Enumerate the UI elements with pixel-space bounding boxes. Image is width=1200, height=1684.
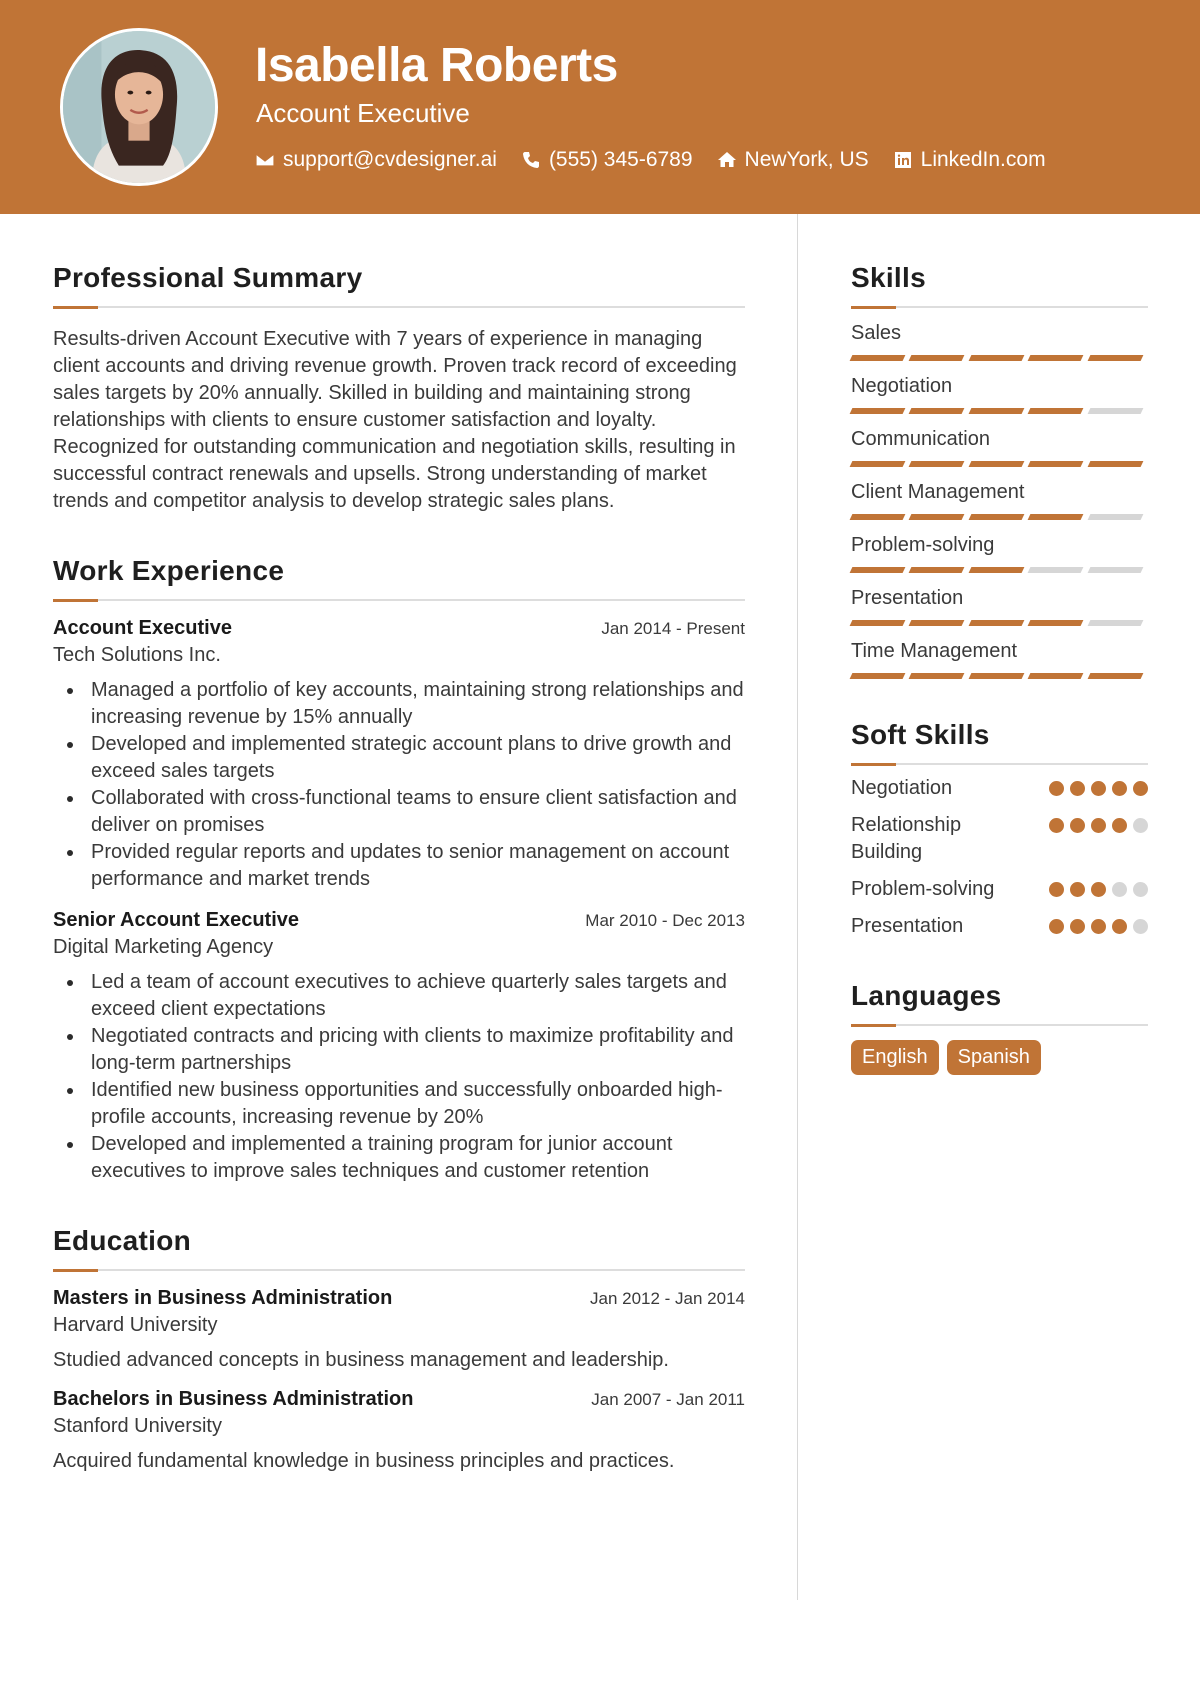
sidebar-column: [851, 262, 1148, 1075]
skill-item: [851, 375, 1148, 414]
candidate-name: Isabella Roberts: [255, 39, 618, 92]
soft-skill-rating: [1043, 781, 1148, 796]
skill-level-segment: [968, 355, 1024, 361]
section-rule: [53, 306, 745, 308]
skill-level-segment: [850, 355, 906, 361]
soft-skill-name: Negotiation: [851, 777, 953, 799]
contact-linkedin[interactable]: [893, 148, 1046, 172]
education-dates: Jan 2012 - Jan 2014: [589, 1289, 745, 1308]
rating-dot: [1133, 818, 1148, 833]
skill-item: [851, 428, 1148, 467]
soft-skills-list: [851, 775, 1148, 940]
skill-name: Sales: [851, 322, 902, 344]
rating-dot: [1049, 919, 1064, 934]
bullet-text: Developed and implemented strategic account plans to drive growth and exceed sales targets: [91, 733, 732, 782]
skill-level-segment: [1028, 620, 1084, 626]
skill-level-segment: [1028, 514, 1084, 520]
bullet-icon: [67, 1088, 73, 1094]
skill-level-segment: [850, 567, 906, 573]
skill-level-segment: [1087, 514, 1143, 520]
skill-level-bar: [851, 673, 1148, 679]
skill-level-segment: [909, 673, 965, 679]
section-title-education: Education: [53, 1225, 192, 1256]
skill-level-segment: [1087, 567, 1143, 573]
skill-level-segment: [968, 461, 1024, 467]
soft-skill-rating: [1043, 818, 1148, 833]
section-title-skills: Skills: [851, 262, 926, 293]
school-name: Harvard University: [53, 1314, 218, 1336]
skill-level-segment: [1087, 355, 1143, 361]
bullet-text: Identified new business opportunities and successfully onboarded high-profile accounts, increasing revenue by 20%: [91, 1079, 723, 1128]
skills-section: [851, 262, 1148, 679]
job-bullets: [53, 677, 745, 893]
list-item: [53, 969, 745, 1023]
soft-skill-name: Problem-solving: [851, 878, 995, 900]
rating-dot: [1049, 882, 1064, 897]
degree-title: Masters in Business Administration: [53, 1287, 393, 1309]
list-item: [53, 839, 745, 893]
list-item: [53, 1023, 745, 1077]
skill-level-segment: [1028, 673, 1084, 679]
section-title-experience: Work Experience: [53, 555, 285, 586]
contact-bar: [255, 148, 1070, 172]
section-rule: [851, 1024, 1148, 1026]
skill-level-bar: [851, 620, 1148, 626]
soft-skill-name: Relationship Building: [851, 814, 962, 863]
skill-item: [851, 640, 1148, 679]
languages-list: [851, 1040, 1148, 1075]
bullet-icon: [67, 1034, 73, 1040]
rating-dot: [1070, 919, 1085, 934]
section-rule: [53, 599, 745, 601]
skill-level-segment: [909, 461, 965, 467]
skill-item: [851, 587, 1148, 626]
bullet-icon: [67, 742, 73, 748]
skill-level-bar: [851, 514, 1148, 520]
skill-level-segment: [968, 514, 1024, 520]
section-title-soft-skills: Soft Skills: [851, 719, 990, 750]
bullet-icon: [67, 850, 73, 856]
rating-dot: [1091, 818, 1106, 833]
education-section: [53, 1225, 745, 1473]
rating-dot: [1091, 882, 1106, 897]
summary-section: [53, 262, 745, 515]
skill-level-segment: [850, 408, 906, 414]
education-dates: Jan 2007 - Jan 2011: [591, 1390, 745, 1409]
bullet-icon: [67, 688, 73, 694]
rating-dot: [1049, 781, 1064, 796]
rating-dot: [1091, 781, 1106, 796]
home-icon: [717, 150, 737, 170]
skill-level-segment: [909, 355, 965, 361]
section-title-languages: Languages: [851, 980, 1002, 1011]
skill-level-bar: [851, 567, 1148, 573]
main-column: [53, 262, 745, 1473]
skill-name: Presentation: [851, 587, 964, 609]
bullet-text: Managed a portfolio of key accounts, maintaining strong relationships and increasing revenue by 15% annually: [91, 679, 744, 728]
phone-icon: [521, 150, 541, 170]
soft-skills-section: [851, 719, 1148, 940]
section-title-summary: Professional Summary: [53, 262, 363, 293]
bullet-text: Provided regular reports and updates to senior management on account performance and market trends: [91, 841, 730, 890]
contact-phone-text: (555) 345-6789: [548, 148, 693, 171]
summary-text: Results-driven Account Executive with 7 years of experience in managing client accounts and driving revenue growth. Proven track record of exceeding sales targets by 20% annually. Skilled in building and maintaining strong relationships with clients to ensure customer satisfaction and loyalty. Recognized for outstanding communication and negotiation skills, resulting in successful contract renewals and upsells. Strong understanding of market trends and competitor analysis to develop strategic sales plans.: [53, 328, 737, 512]
contact-location-text: NewYork, US: [744, 148, 869, 171]
skill-level-segment: [909, 567, 965, 573]
languages-section: [851, 980, 1148, 1075]
skill-level-segment: [850, 461, 906, 467]
skill-level-segment: [968, 620, 1024, 626]
bullet-text: Collaborated with cross-functional teams to ensure client satisfaction and deliver on promises: [91, 787, 737, 836]
rating-dot: [1112, 919, 1127, 934]
skill-level-bar: [851, 408, 1148, 414]
bullet-text: Negotiated contracts and pricing with clients to maximize profitability and long-term partnerships: [91, 1025, 734, 1074]
soft-skill-rating: [1043, 882, 1148, 897]
soft-skill-rating: [1043, 919, 1148, 934]
rating-dot: [1070, 882, 1085, 897]
skill-level-segment: [850, 514, 906, 520]
education-entry: [53, 1388, 745, 1473]
skill-level-segment: [909, 408, 965, 414]
skill-level-segment: [1028, 461, 1084, 467]
contact-location: [717, 148, 869, 172]
skill-level-segment: [968, 408, 1024, 414]
skill-level-segment: [850, 620, 906, 626]
skill-level-segment: [1087, 408, 1143, 414]
list-item: [53, 1077, 745, 1131]
job-title: Account Executive: [53, 617, 232, 639]
job-dates: Mar 2010 - Dec 2013: [585, 911, 745, 930]
job-entry: [53, 909, 745, 1185]
rating-dot: [1049, 818, 1064, 833]
skill-level-bar: [851, 355, 1148, 361]
rating-dot: [1112, 818, 1127, 833]
skill-level-segment: [968, 673, 1024, 679]
skill-level-segment: [909, 620, 965, 626]
soft-skill-name: Presentation: [851, 915, 964, 937]
job-entry: [53, 617, 745, 893]
rating-dot: [1070, 818, 1085, 833]
skill-name: Client Management: [851, 481, 1025, 503]
skill-level-segment: [968, 567, 1024, 573]
rating-dot: [1112, 781, 1127, 796]
bullet-icon: [67, 980, 73, 986]
profile-photo: [63, 31, 215, 183]
rating-dot: [1133, 781, 1148, 796]
soft-skill-item: [851, 913, 1148, 940]
header-banner: [0, 0, 1200, 214]
contact-email-text: support@cvdesigner.ai: [283, 148, 497, 171]
skill-name: Negotiation: [851, 375, 953, 397]
school-name: Stanford University: [53, 1415, 222, 1437]
job-dates: Jan 2014 - Present: [601, 619, 745, 638]
job-company: Digital Marketing Agency: [53, 936, 274, 958]
rating-dot: [1091, 919, 1106, 934]
education-description: Studied advanced concepts in business management and leadership.: [53, 1349, 669, 1371]
rating-dot: [1133, 882, 1148, 897]
job-company: Tech Solutions Inc.: [53, 644, 221, 666]
bullet-text: Led a team of account executives to achieve quarterly sales targets and exceed client expectations: [91, 971, 727, 1020]
rating-dot: [1070, 781, 1085, 796]
degree-title: Bachelors in Business Administration: [53, 1388, 414, 1410]
skill-level-segment: [1028, 355, 1084, 361]
skill-level-segment: [850, 673, 906, 679]
skill-level-segment: [1087, 620, 1143, 626]
skill-level-bar: [851, 461, 1148, 467]
soft-skill-item: [851, 775, 1148, 802]
column-divider: [797, 214, 798, 1600]
section-rule: [851, 763, 1148, 765]
job-title: Senior Account Executive: [53, 909, 299, 931]
rating-dot: [1133, 919, 1148, 934]
soft-skill-item: [851, 812, 1148, 866]
skills-list: [851, 322, 1148, 679]
list-item: [53, 1131, 745, 1185]
education-description: Acquired fundamental knowledge in business principles and practices.: [53, 1450, 675, 1472]
skill-level-segment: [1087, 461, 1143, 467]
list-item: [53, 677, 745, 731]
bullet-icon: [67, 1142, 73, 1148]
skill-item: [851, 534, 1148, 573]
envelope-icon: [255, 150, 275, 170]
bullet-icon: [67, 796, 73, 802]
experience-section: [53, 555, 745, 1185]
skill-level-segment: [1028, 408, 1084, 414]
skill-name: Time Management: [851, 640, 1017, 662]
contact-linkedin-text: LinkedIn.com: [920, 148, 1046, 171]
rating-dot: [1112, 882, 1127, 897]
candidate-headline: Account Executive: [256, 98, 470, 128]
education-entry: [53, 1287, 745, 1372]
skill-name: Problem-solving: [851, 534, 995, 556]
language-tag: English: [851, 1040, 939, 1075]
list-item: [53, 731, 745, 785]
section-rule: [851, 306, 1148, 308]
contact-phone[interactable]: [521, 148, 693, 172]
job-bullets: [53, 969, 745, 1185]
section-rule: [53, 1269, 745, 1271]
skill-level-segment: [909, 514, 965, 520]
contact-email[interactable]: [255, 148, 497, 172]
skill-level-segment: [1028, 567, 1084, 573]
bullet-text: Developed and implemented a training program for junior account executives to improve sales techniques and customer retention: [91, 1133, 673, 1182]
soft-skill-item: [851, 876, 1148, 903]
language-tag: Spanish: [947, 1040, 1041, 1075]
skill-level-segment: [1087, 673, 1143, 679]
linkedin-icon: [893, 150, 913, 170]
list-item: [53, 785, 745, 839]
skill-name: Communication: [851, 428, 990, 450]
skill-item: [851, 481, 1148, 520]
skill-item: [851, 322, 1148, 361]
avatar: [60, 28, 218, 186]
